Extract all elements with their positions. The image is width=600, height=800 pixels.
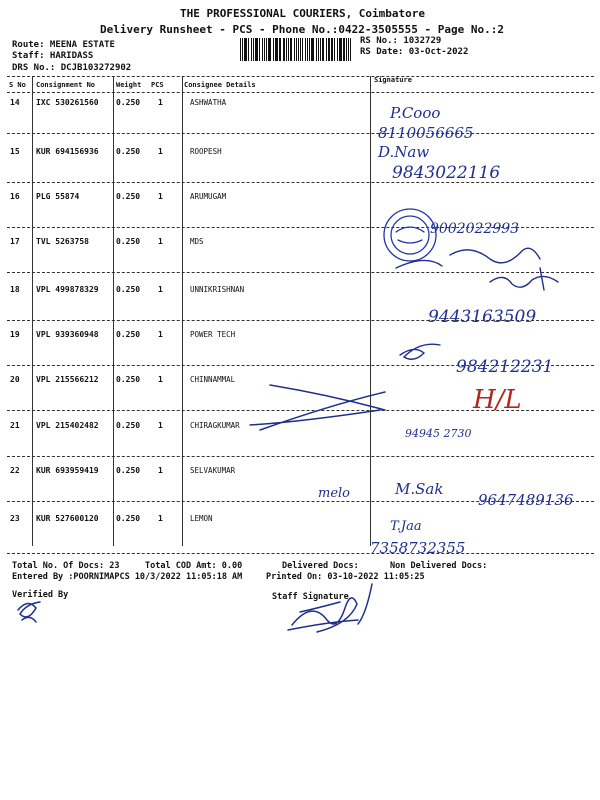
row-sno: 18 — [10, 285, 20, 294]
printed-on: Printed On: 03-10-2022 11:05:25 — [266, 572, 425, 582]
handwritten-name: melo — [318, 486, 351, 501]
drs-number: DRS No.: DCJB103272902 — [12, 63, 132, 73]
staff-label: Staff: HARIDASS — [12, 51, 94, 61]
non-delivered-docs: Non Delivered Docs: — [390, 561, 488, 571]
staff-signature-label: Staff Signature — [272, 592, 349, 602]
row-pcs: 1 — [158, 237, 163, 246]
total-cod: Total COD Amt: 0.00 — [145, 561, 243, 571]
entered-by: Entered By :POORNIMAPCS 10/3/2022 11:05:18 AM — [12, 572, 243, 582]
handwritten-phone: 984212231 — [456, 357, 554, 377]
row-pcs: 1 — [158, 375, 163, 384]
row-weight: 0.250 — [116, 375, 141, 384]
row-consignee: CHIRAGKUMAR — [190, 421, 240, 430]
row-weight: 0.250 — [116, 237, 141, 246]
row-consignment-no: KUR 694156936 — [36, 147, 99, 156]
column-header-pcs: PCS — [151, 81, 164, 89]
row-weight: 0.250 — [116, 466, 141, 475]
handwritten-name: D.Naw — [378, 143, 430, 161]
verified-by-label: Verified By — [12, 590, 69, 600]
row-consignee: MDS — [190, 237, 204, 246]
row-weight: 0.250 — [116, 147, 141, 156]
row-pcs: 1 — [158, 147, 163, 156]
handwritten-phone: 9647489136 — [478, 491, 574, 509]
row-sno: 21 — [10, 421, 20, 430]
row-consignment-no: IXC 530261560 — [36, 98, 99, 107]
row-sno: 17 — [10, 237, 20, 246]
handwritten-phone: 8110056665 — [378, 124, 474, 142]
staff-signature-scribble — [288, 584, 372, 632]
total-docs: Total No. Of Docs: 23 — [12, 561, 120, 571]
column-header-consignee: Consignee Details — [184, 81, 256, 89]
row-consignee: POWER TECH — [190, 330, 236, 339]
cross-mark — [250, 385, 385, 430]
column-header-sno: S No — [9, 81, 26, 89]
handwritten-mark: H/L — [473, 385, 522, 415]
row-consignment-no: VPL 215566212 — [36, 375, 99, 384]
row-sno: 20 — [10, 375, 20, 384]
row-weight: 0.250 — [116, 98, 141, 107]
signature-scribble — [400, 344, 440, 359]
row-sno: 16 — [10, 192, 20, 201]
delivery-stamp — [384, 209, 436, 261]
row-consignment-no: VPL 499878329 — [36, 285, 99, 294]
row-consignment-no: VPL 939360948 — [36, 330, 99, 339]
row-consignee: LEMON — [190, 514, 213, 523]
document-title: THE PROFESSIONAL COURIERS, Coimbatore — [180, 7, 426, 20]
handwritten-phone: 9002022993 — [430, 221, 520, 237]
verified-signature-scribble — [18, 602, 40, 622]
handwritten-phone: 94945 2730 — [405, 427, 472, 440]
row-weight: 0.250 — [116, 285, 141, 294]
row-sno: 15 — [10, 147, 20, 156]
row-consignee: ROOPESH — [190, 147, 222, 156]
row-weight: 0.250 — [116, 421, 141, 430]
row-pcs: 1 — [158, 285, 163, 294]
row-consignee: ASHWATHA — [190, 98, 227, 107]
row-pcs: 1 — [158, 514, 163, 523]
row-consignment-no: KUR 693959419 — [36, 466, 99, 475]
row-consignment-no: KUR 527600120 — [36, 514, 99, 523]
column-header-weight: Weight — [116, 81, 142, 89]
row-sno: 14 — [10, 98, 20, 107]
row-sno: 19 — [10, 330, 20, 339]
signature-scribble — [490, 268, 558, 290]
row-pcs: 1 — [158, 421, 163, 430]
row-consignee: ARUMUGAM — [190, 192, 227, 201]
row-consignee: CHINNAMMAL — [190, 375, 236, 384]
handwritten-phone: 7358732355 — [370, 539, 466, 557]
row-pcs: 1 — [158, 466, 163, 475]
row-consignment-no: TVL 5263758 — [36, 237, 89, 246]
row-consignee: UNNIKRISHNAN — [190, 285, 245, 294]
row-pcs: 1 — [158, 330, 163, 339]
row-sno: 22 — [10, 466, 20, 475]
row-pcs: 1 — [158, 192, 163, 201]
row-pcs: 1 — [158, 98, 163, 107]
handwritten-phone: 9443163509 — [428, 307, 537, 327]
delivered-docs: Delivered Docs: — [282, 561, 359, 571]
row-weight: 0.250 — [116, 330, 141, 339]
row-consignment-no: VPL 215402482 — [36, 421, 99, 430]
route-label: Route: MEENA ESTATE — [12, 40, 115, 50]
document-subtitle: Delivery Runsheet - PCS - Phone No.:0422-3505555 - Page No.:2 — [100, 23, 504, 36]
row-weight: 0.250 — [116, 514, 141, 523]
handwritten-name: P.Cooo — [390, 104, 441, 122]
column-header-signature: Signature — [374, 76, 412, 84]
row-consignee: SELVAKUMAR — [190, 466, 236, 475]
row-weight: 0.250 — [116, 192, 141, 201]
rs-date: RS Date: 03-Oct-2022 — [360, 47, 469, 57]
rs-number: RS No.: 1032729 — [360, 36, 442, 46]
column-header-consignment: Consignment No — [36, 81, 96, 89]
row-sno: 23 — [10, 514, 20, 523]
signature-scribble — [396, 248, 540, 268]
handwritten-name: T.Jaa — [390, 519, 422, 534]
handwritten-name: M.Sak — [395, 480, 444, 498]
row-consignment-no: PLG 55874 — [36, 192, 80, 201]
handwritten-phone: 9843022116 — [392, 163, 501, 183]
